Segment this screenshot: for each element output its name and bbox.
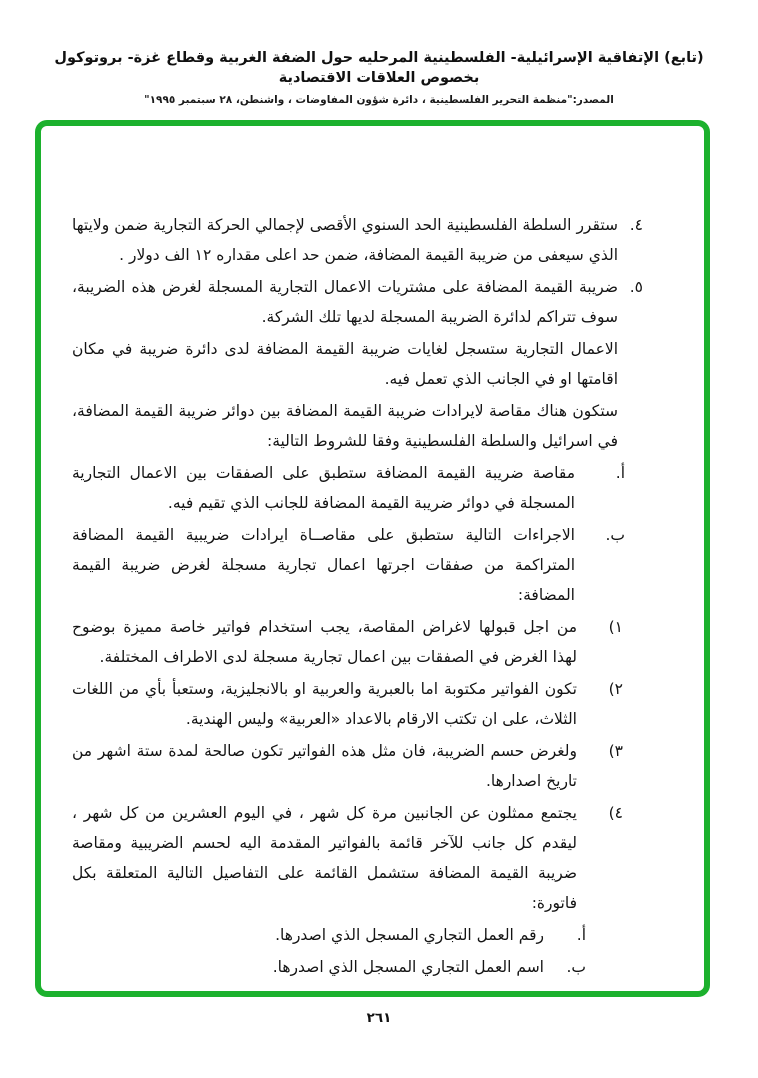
list-item-marker: ب. <box>566 958 586 976</box>
page-number: ٢٦١ <box>366 1010 392 1026</box>
list-item <box>72 210 643 270</box>
list-item-marker: ٣) <box>608 742 623 760</box>
list-item-marker: ١) <box>608 618 623 636</box>
list-item <box>72 798 623 918</box>
list-item-text: اسم العمل التجاري المسجل الذي اصدرها. <box>272 958 544 976</box>
document-title: (تابع) الإتفاقية الإسرائيلية- الفلسطينية المرحليه حول الضفة الغربية وقطاع غزة- بروتوكول بخصوص العلاقات الاقتصادية <box>54 50 704 86</box>
paragraph <box>72 396 618 456</box>
document-body <box>72 210 643 984</box>
list-item <box>72 458 625 518</box>
list-item-text: ولغرض حسم الضريبة، فان مثل هذه الفواتير تكون صالحة لمدة ستة اشهر من تاريخ اصدارها. <box>72 742 577 790</box>
list-item-text: رقم العمل التجاري المسجل الذي اصدرها. <box>275 926 544 944</box>
list-item-text: ضريبة القيمة المضافة على مشتريات الاعمال التجارية المسجلة لغرض هذه الضريبة، سوف تتراكم لدائرة الضريبة المسجلة لديها تلك الشركة. <box>72 278 618 326</box>
list-item <box>72 520 625 610</box>
list-item-text: مقاصة ضريبة القيمة المضافة ستطبق على الصفقات بين الاعمال التجارية المسجلة في دوائر ضريبة القيمة المضافة للجانب الذي تقيم فيه. <box>72 464 575 512</box>
list-item <box>72 920 586 950</box>
list-item <box>72 736 623 796</box>
list-item-text: ستقرر السلطة الفلسطينية الحد السنوي الأقصى لإجمالي الحركة التجارية ضمن ولايتها الذي سيعفى من ضريبة القيمة المضافة، ضمن حد اعلى مقداره ١٢ الف دولار . <box>72 216 618 264</box>
list-item-marker: أ. <box>576 926 586 944</box>
paragraph-text: الاعمال التجارية ستسجل لغايات ضريبة القيمة المضافة لدى دائرة ضريبة في مكان اقامتها او في الجانب الذي تعمل فيه. <box>72 340 618 388</box>
list-item-text: من اجل قبولها لاغراض المقاصة، يجب استخدام فواتير خاصة مميزة بوضوح لهذا الغرض في الصفقات بين اعمال تجارية مسجلة لدى الاطراف المختلفة. <box>72 618 577 666</box>
list-item-text: يجتمع ممثلون عن الجانبين مرة كل شهر ، في اليوم العشرين من كل شهر ، ليقدم كل جانب للآخر قائمة بالفواتير المقدمة اليه لحسم الضريبية ومقاصة ضريبة القيمة المضافة ستشمل القائمة على التفاصيل التالية المتعلقة بكل فاتورة: <box>72 804 577 912</box>
list-item-marker: ٤. <box>629 216 643 234</box>
list-item <box>72 272 643 332</box>
page-header <box>0 48 758 106</box>
list-item-text: الاجراءات التالية ستطبق على مقاصــاة ايرادات ضريبية القيمة المضافة المتراكمة من صفقات اجرتها اعمال تجارية مسجلة لغرض ضريبة القيمة المضافة: <box>72 526 575 604</box>
list-item-marker: ٢) <box>608 680 623 698</box>
list-item-text: تكون الفواتير مكتوبة اما بالعبرية والعربية او بالانجليزية، وستعبأ بأي من اللغات الثلاث، على ان تكتب الارقام بالاعداد «العربية» وليس الهندية. <box>72 680 577 728</box>
list-item <box>72 674 623 734</box>
green-document-frame <box>35 120 710 997</box>
list-item-marker: ٤) <box>608 804 623 822</box>
list-item <box>72 952 586 982</box>
list-item-marker: ب. <box>605 526 625 544</box>
list-item-marker: أ. <box>615 464 625 482</box>
list-item-marker: ٥. <box>629 278 643 296</box>
paragraph <box>72 334 618 394</box>
paragraph-text: ستكون هناك مقاصة لايرادات ضريبة القيمة المضافة بين دوائر ضريبة القيمة المضافة، في اسرائيل والسلطة الفلسطينية وفقا للشروط التالية: <box>72 402 618 450</box>
list-item <box>72 612 623 672</box>
document-source: المصدر:"منظمة التحرير الفلسطينية ، دائرة شؤون المفاوضات ، واشنطن، ٢٨ سبتمبر ١٩٩٥" <box>144 94 614 106</box>
